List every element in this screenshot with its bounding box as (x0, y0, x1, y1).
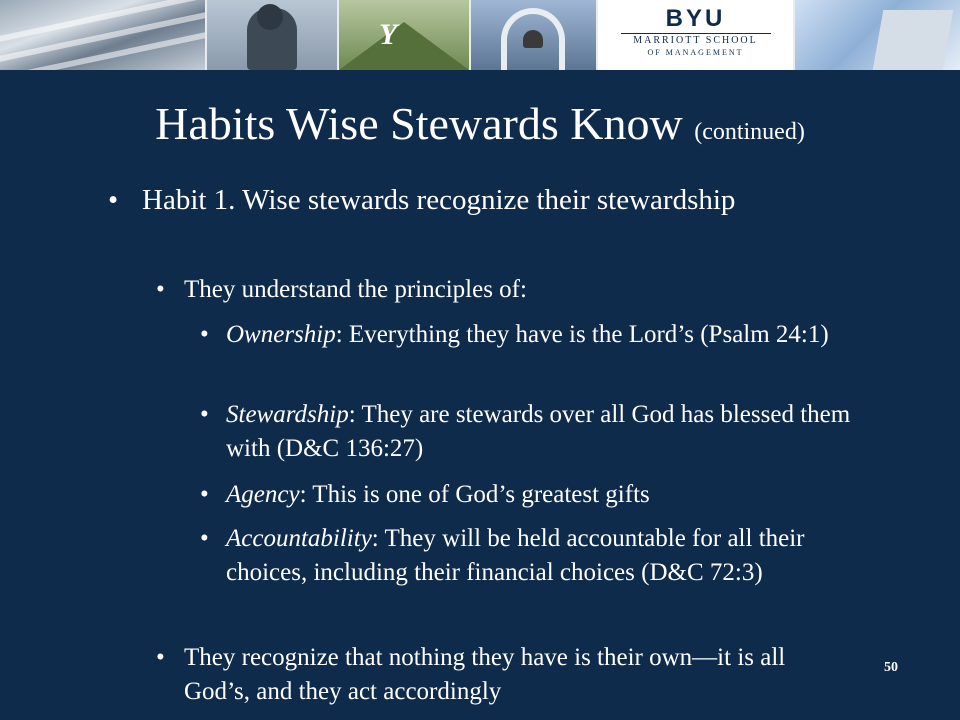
bullet-icon: • (200, 321, 209, 348)
bullet-icon: • (108, 184, 119, 216)
bullet-text: : This is one of God’s greatest gifts (299, 481, 650, 508)
term-ownership: Ownership (226, 321, 336, 348)
slide-number: 50 (884, 660, 898, 675)
bullet-recognize-ownership (156, 641, 796, 709)
bullet-text: Habit 1. Wise stewards recognize their stewardship (142, 184, 736, 216)
bullet-understand-principles (156, 273, 796, 307)
bullet-text: : They will be held accountable for all their choices, including their financial choices (D&C 72:3) (226, 525, 805, 586)
bullet-habit-1 (108, 180, 768, 220)
bullet-icon: • (200, 481, 209, 508)
bullet-icon: • (156, 644, 165, 671)
y-mountain-icon: Y (379, 18, 398, 51)
bullet-text: They recognize that nothing they have is their own—it is all God’s, and they act accordingly (184, 644, 786, 705)
logo-line-management: OF MANAGEMENT (647, 48, 744, 57)
bullet-text: : They are stewards over all God has blessed them with (D&C 136:27) (226, 401, 851, 462)
term-stewardship: Stewardship (226, 401, 349, 428)
bullet-accountability (200, 522, 840, 590)
slide-title-text: Habits Wise Stewards Know (155, 98, 683, 149)
bullet-text: : Everything they have is the Lord’s (Psalm 24:1) (335, 321, 829, 348)
bullet-stewardship (200, 398, 860, 466)
bullet-icon: • (200, 525, 209, 552)
bullet-icon: • (200, 401, 209, 428)
bullet-ownership (200, 318, 860, 352)
term-agency: Agency (226, 481, 300, 508)
slide-title-suffix: (continued) (694, 119, 805, 145)
logo-line-school: MARRIOTT SCHOOL (633, 35, 758, 46)
bullet-text: They understand the principles of: (184, 276, 527, 303)
logo-mark: BYU (665, 5, 726, 32)
bullet-agency (200, 478, 860, 512)
bullet-icon: • (156, 276, 165, 303)
term-accountability: Accountability (226, 525, 372, 552)
